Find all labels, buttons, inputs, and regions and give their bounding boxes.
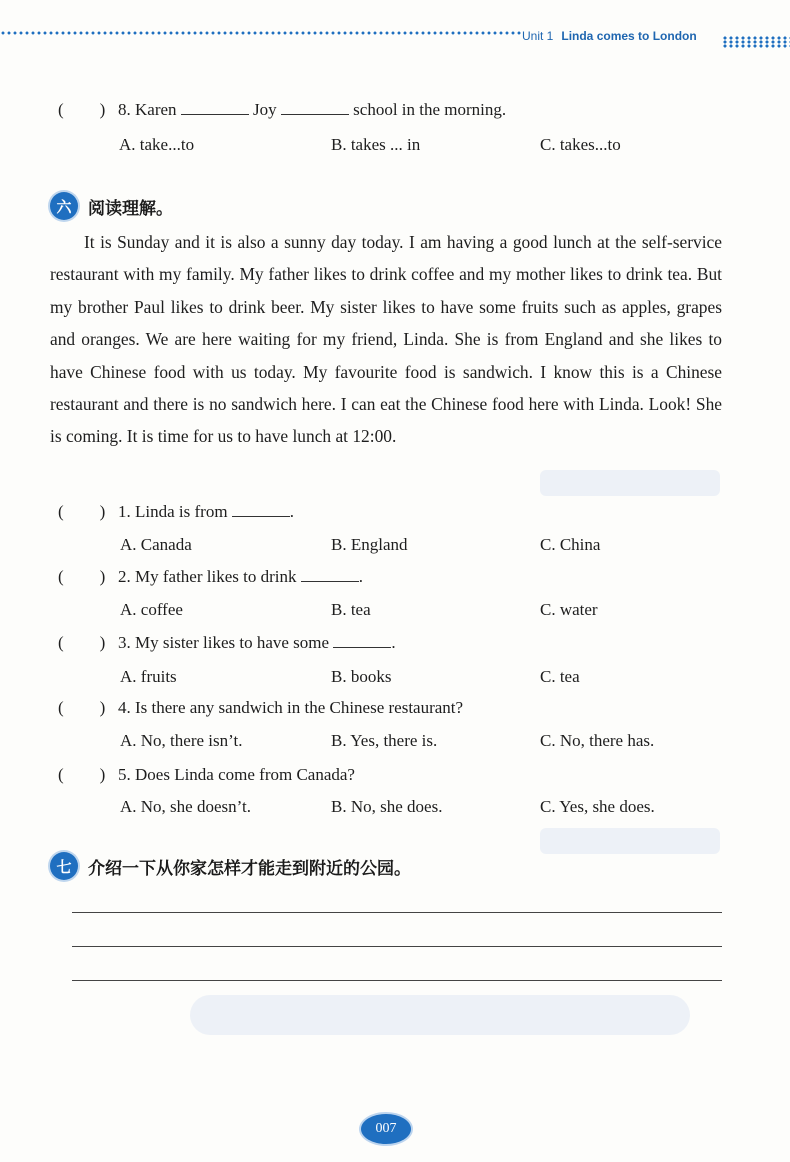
question-2: ( ) 2. My father likes to drink . bbox=[58, 567, 363, 586]
option-a: A. No, there isn’t. bbox=[120, 731, 243, 750]
page-number: 007 bbox=[361, 1114, 411, 1144]
option-b: B. books bbox=[331, 667, 392, 686]
writing-line[interactable] bbox=[72, 946, 722, 947]
option-c: C. water bbox=[540, 600, 598, 619]
answer-blank[interactable] bbox=[333, 633, 391, 648]
option-a: A. fruits bbox=[120, 667, 177, 686]
option-c: C. China bbox=[540, 535, 601, 554]
unit-header bbox=[522, 29, 697, 43]
answer-parenthesis[interactable]: ( ) bbox=[58, 633, 106, 652]
unit-title: Linda comes to London bbox=[561, 29, 697, 43]
question-4: ( ) 4. Is there any sandwich in the Chinese restaurant? bbox=[58, 698, 464, 717]
reading-passage: It is Sunday and it is also a sunny day today. I am having a good lunch at the self-service restaurant with my family. My father likes to drink coffee and my mother likes to drink tea. But my brother Paul likes to drink beer. My sister likes to have some fruits such as apples, grapes and oranges. We are here waiting for my friend, Linda. She is from England and she likes to have Chinese food with us today. My favourite food is sandwich. I know this is a Chinese restaurant and there is no sandwich here. I can eat the Chinese food here with Linda. Look! She is coming. It is time for us to have lunch at 12:00. bbox=[50, 232, 722, 447]
answer-parenthesis[interactable]: ( ) bbox=[58, 765, 106, 784]
option-a: A. coffee bbox=[120, 600, 183, 619]
option-a: A. No, she doesn’t. bbox=[120, 797, 251, 816]
answer-blank[interactable] bbox=[301, 567, 359, 582]
answer-blank[interactable] bbox=[181, 100, 249, 115]
option-a: A. take...to bbox=[119, 135, 195, 154]
answer-parenthesis[interactable]: ( ) bbox=[58, 698, 106, 717]
writing-line[interactable] bbox=[72, 980, 722, 981]
answer-blank[interactable] bbox=[281, 100, 349, 115]
option-b: B. tea bbox=[331, 600, 371, 619]
section-6-heading bbox=[50, 192, 173, 220]
option-c: C. Yes, she does. bbox=[540, 797, 655, 816]
option-c: C. No, there has. bbox=[540, 731, 655, 750]
option-b: B. England bbox=[331, 535, 408, 554]
option-b: B. Yes, there is. bbox=[331, 731, 438, 750]
answer-parenthesis[interactable]: ( ) bbox=[58, 502, 106, 521]
option-b: B. takes ... in bbox=[331, 135, 421, 154]
section-6-title: 阅读理解。 bbox=[88, 198, 173, 219]
option-c: C. tea bbox=[540, 667, 580, 686]
background-decoration bbox=[540, 470, 720, 496]
answer-parenthesis[interactable]: ( ) bbox=[58, 100, 106, 119]
question-3: ( ) 3. My sister likes to have some . bbox=[58, 633, 396, 652]
answer-blank[interactable] bbox=[232, 502, 290, 517]
header-dotted-rule bbox=[0, 31, 522, 35]
section-7-badge: 七 bbox=[50, 852, 78, 880]
question-5: ( ) 5. Does Linda come from Canada? bbox=[58, 765, 355, 784]
background-decoration bbox=[540, 828, 720, 854]
section-7-title: 介绍一下从你家怎样才能走到附近的公园。 bbox=[88, 858, 411, 879]
question-1: ( ) 1. Linda is from . bbox=[58, 502, 295, 521]
section-7-heading bbox=[50, 852, 411, 880]
answer-parenthesis[interactable]: ( ) bbox=[58, 567, 106, 586]
writing-line[interactable] bbox=[72, 912, 722, 913]
header-dotted-rule-right bbox=[722, 36, 790, 48]
option-b: B. No, she does. bbox=[331, 797, 443, 816]
section-6-badge: 六 bbox=[50, 192, 78, 220]
unit-number: Unit 1 bbox=[522, 29, 554, 43]
option-c: C. takes...to bbox=[540, 135, 621, 154]
background-decoration bbox=[190, 995, 690, 1035]
option-a: A. Canada bbox=[120, 535, 192, 554]
question-8: ( ) 8. Karen Joy school in the morning. bbox=[58, 100, 507, 119]
